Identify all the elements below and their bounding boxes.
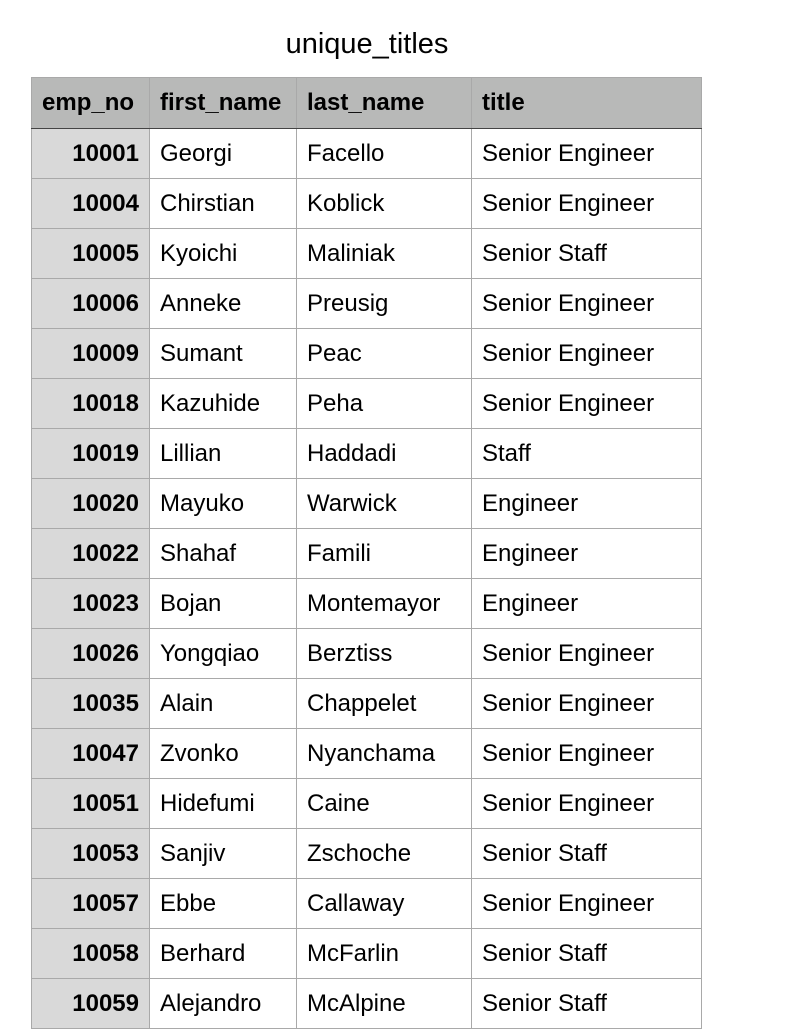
last-name-cell[interactable]: Nyanchama [297, 729, 472, 779]
first-name-cell[interactable]: Kazuhide [150, 379, 297, 429]
first-name-cell[interactable]: Alain [150, 679, 297, 729]
title-cell[interactable]: Senior Engineer [472, 779, 702, 829]
table-row [32, 379, 702, 429]
table-row [32, 479, 702, 529]
title-cell[interactable]: Staff [472, 429, 702, 479]
first-name-cell[interactable]: Berhard [150, 929, 297, 979]
last-name-cell[interactable]: Callaway [297, 879, 472, 929]
emp-no-cell[interactable]: 10026 [32, 629, 150, 679]
title-cell[interactable]: Engineer [472, 529, 702, 579]
last-name-cell[interactable]: Caine [297, 779, 472, 829]
emp-no-cell[interactable]: 10001 [32, 129, 150, 179]
table-row [32, 829, 702, 879]
table-row [32, 929, 702, 979]
emp-no-cell[interactable]: 10047 [32, 729, 150, 779]
title-cell[interactable]: Senior Engineer [472, 279, 702, 329]
last-name-cell[interactable]: Peac [297, 329, 472, 379]
title-cell[interactable]: Senior Engineer [472, 629, 702, 679]
column-header-emp-no[interactable]: emp_no [32, 78, 150, 129]
first-name-cell[interactable]: Shahaf [150, 529, 297, 579]
emp-no-cell[interactable]: 10059 [32, 979, 150, 1029]
column-header-last-name[interactable]: last_name [297, 78, 472, 129]
first-name-cell[interactable]: Alejandro [150, 979, 297, 1029]
last-name-cell[interactable]: Warwick [297, 479, 472, 529]
emp-no-cell[interactable]: 10004 [32, 179, 150, 229]
emp-no-cell[interactable]: 10022 [32, 529, 150, 579]
first-name-cell[interactable]: Mayuko [150, 479, 297, 529]
first-name-cell[interactable]: Zvonko [150, 729, 297, 779]
sheet-title: unique_titles [285, 28, 449, 60]
title-cell[interactable]: Senior Engineer [472, 679, 702, 729]
first-name-cell[interactable]: Lillian [150, 429, 297, 479]
last-name-cell[interactable]: Zschoche [297, 829, 472, 879]
table-row [32, 979, 702, 1029]
table-body [32, 129, 702, 1029]
last-name-cell[interactable]: Chappelet [297, 679, 472, 729]
emp-no-cell[interactable]: 10023 [32, 579, 150, 629]
title-cell[interactable]: Senior Staff [472, 979, 702, 1029]
last-name-cell[interactable]: Maliniak [297, 229, 472, 279]
emp-no-cell[interactable]: 10035 [32, 679, 150, 729]
first-name-cell[interactable]: Chirstian [150, 179, 297, 229]
last-name-cell[interactable]: Facello [297, 129, 472, 179]
title-cell[interactable]: Senior Engineer [472, 379, 702, 429]
emp-no-cell[interactable]: 10020 [32, 479, 150, 529]
emp-no-cell[interactable]: 10005 [32, 229, 150, 279]
table-row [32, 679, 702, 729]
table-row [32, 629, 702, 679]
table-row [32, 579, 702, 629]
table-row [32, 129, 702, 179]
first-name-cell[interactable]: Sanjiv [150, 829, 297, 879]
table-row [32, 879, 702, 929]
title-cell[interactable]: Senior Engineer [472, 129, 702, 179]
first-name-cell[interactable]: Bojan [150, 579, 297, 629]
table-row [32, 279, 702, 329]
last-name-cell[interactable]: Famili [297, 529, 472, 579]
table-row [32, 729, 702, 779]
title-cell[interactable]: Senior Engineer [472, 729, 702, 779]
column-header-first-name[interactable]: first_name [150, 78, 297, 129]
last-name-cell[interactable]: McFarlin [297, 929, 472, 979]
title-cell[interactable]: Engineer [472, 579, 702, 629]
column-header-title[interactable]: title [472, 78, 702, 129]
title-cell[interactable]: Senior Staff [472, 829, 702, 879]
emp-no-cell[interactable]: 10009 [32, 329, 150, 379]
data-table [31, 77, 702, 1029]
first-name-cell[interactable]: Sumant [150, 329, 297, 379]
last-name-cell[interactable]: Peha [297, 379, 472, 429]
first-name-cell[interactable]: Yongqiao [150, 629, 297, 679]
title-cell[interactable]: Senior Engineer [472, 179, 702, 229]
emp-no-cell[interactable]: 10053 [32, 829, 150, 879]
last-name-cell[interactable]: McAlpine [297, 979, 472, 1029]
emp-no-cell[interactable]: 10006 [32, 279, 150, 329]
table-row [32, 429, 702, 479]
title-cell[interactable]: Senior Staff [472, 929, 702, 979]
title-cell[interactable]: Engineer [472, 479, 702, 529]
first-name-cell[interactable]: Kyoichi [150, 229, 297, 279]
last-name-cell[interactable]: Montemayor [297, 579, 472, 629]
title-cell[interactable]: Senior Engineer [472, 329, 702, 379]
table-row [32, 329, 702, 379]
emp-no-cell[interactable]: 10058 [32, 929, 150, 979]
table-row [32, 179, 702, 229]
first-name-cell[interactable]: Hidefumi [150, 779, 297, 829]
table-row [32, 529, 702, 579]
title-cell[interactable]: Senior Staff [472, 229, 702, 279]
first-name-cell[interactable]: Georgi [150, 129, 297, 179]
first-name-cell[interactable]: Ebbe [150, 879, 297, 929]
emp-no-cell[interactable]: 10057 [32, 879, 150, 929]
last-name-cell[interactable]: Koblick [297, 179, 472, 229]
table-row [32, 779, 702, 829]
last-name-cell[interactable]: Preusig [297, 279, 472, 329]
table-row [32, 229, 702, 279]
title-cell[interactable]: Senior Engineer [472, 879, 702, 929]
emp-no-cell[interactable]: 10019 [32, 429, 150, 479]
first-name-cell[interactable]: Anneke [150, 279, 297, 329]
emp-no-cell[interactable]: 10018 [32, 379, 150, 429]
header-row [32, 78, 702, 129]
emp-no-cell[interactable]: 10051 [32, 779, 150, 829]
last-name-cell[interactable]: Haddadi [297, 429, 472, 479]
last-name-cell[interactable]: Berztiss [297, 629, 472, 679]
